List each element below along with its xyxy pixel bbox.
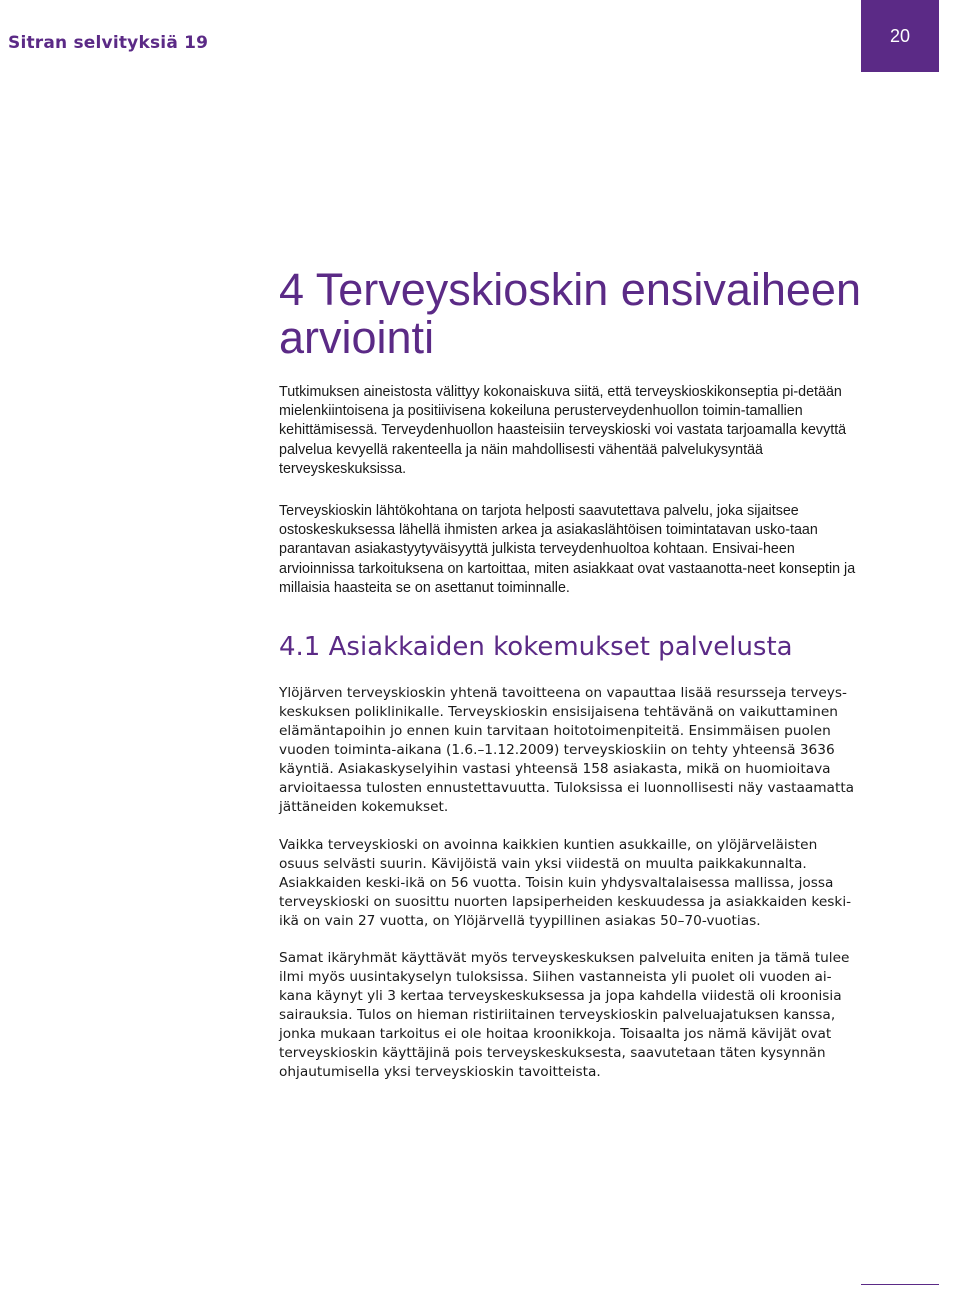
chapter-title (279, 266, 879, 362)
chapter-title-line2: arviointi (279, 312, 435, 363)
intro-paragraph-1: Tutkimuksen aineistosta välittyy kokonaiskuva siitä, että terveyskioskikonseptia pi-detään mielenkiintoisena ja positiivisena kokeiluna perusterveydenhuollon toimin-tamallien kehittämisessä. Terveydenhuollon haasteisiin terveyskioski voi vastata tarjoamalla kevyttä palvelua kevyellä rakenteella ja näin mahdollisesti vähentää palvelukysyntää terveyskeskuksissa. (279, 384, 847, 477)
chapter-title-line1: 4 Terveyskioskin ensivaiheen (279, 264, 861, 315)
intro-paragraph-2: Terveyskioskin lähtökohtana on tarjota helposti saavutettava palvelu, joka sijaitsee ostoskeskuksessa lähellä ihmisten arkea ja asiakaslähtöisen toimintatavan usko-taan parantavan asiakastyytyväisyyttä julkista terveydenhuoltoa kohtaan. Ensivai-heen arvioinnissa tarkoituksena on kartoittaa, miten asiakkaat ovat vastaanotta-neet konseptin ja millaisia haasteita se on asettanut toiminnalle. (279, 503, 856, 596)
series-title: Sitran selvityksiä 19 (8, 33, 209, 53)
section-paragraph-3: Samat ikäryhmät käyttävät myös terveyskeskuksen palveluita eniten ja tämä tulee ilmi myös uusintakyselyn tuloksissa. Siihen vastanneista yli puolet oli vuoden ai-kana käynyt yli 3 kertaa terveyskeskuksessa ja jopa kahdella viidestä oli kroonisia sairauksia. Tulos on hieman ristiriitainen terveyskioskin palveluajatuksen kanssa, jonka mukaan tarkoitus ei ole hoitaa kroonikkoja. Toisaalta jos nämä kävijät ovat terveyskioskin käyttäjinä pois terveyskeskuksesta, saavutetaan täten kysynnän ohjautumisella yksi terveyskioskin tavoitteista. (279, 950, 850, 1080)
page-number: 20 (889, 25, 911, 46)
page-number-tab (861, 0, 939, 72)
section-paragraph-1: Ylöjärven terveyskioskin yhtenä tavoitteena on vapauttaa lisää resursseja terveys-keskuksen poliklinikalle. Terveyskioskin ensisijaisena tehtävänä on vaikuttaminen elämäntapoihin jo ennen kuin tarvitaan hoitotoimenpiteitä. Ensimmäisen puolen vuoden toiminta-aikana (1.6.–1.12.2009) terveyskioskiin on tehty yhteensä 3636 käyntiä. Asiakaskyselyihin vastasi yhteensä 158 asiakasta, mikä on huomioitava arvioitaessa tulosten ennustettavuutta. Tuloksissa ei luonnollisesti näy vastaamatta jättäneiden kokemukset. (279, 685, 855, 815)
section-title: 4.1 Asiakkaiden kokemukset palvelusta (279, 632, 793, 662)
section-paragraph-2: Vaikka terveyskioski on avoinna kaikkien kuntien asukkaille, on ylöjärveläisten osuus selvästi suurin. Kävijöistä vain yksi viidestä on muulta paikkakunnalta. Asiakkaiden keski-ikä on 56 vuotta. Toisin kuin yhdysvaltalaisessa mallissa, jossa terveyskioski on suosittu nuorten lapsiperheiden keskuudessa ja asiakkaiden keski-ikä on vain 27 vuotta, on Ylöjärvellä tyypillinen asiakas 50–70-vuotias. (279, 837, 852, 929)
footer-rule (861, 1284, 939, 1285)
